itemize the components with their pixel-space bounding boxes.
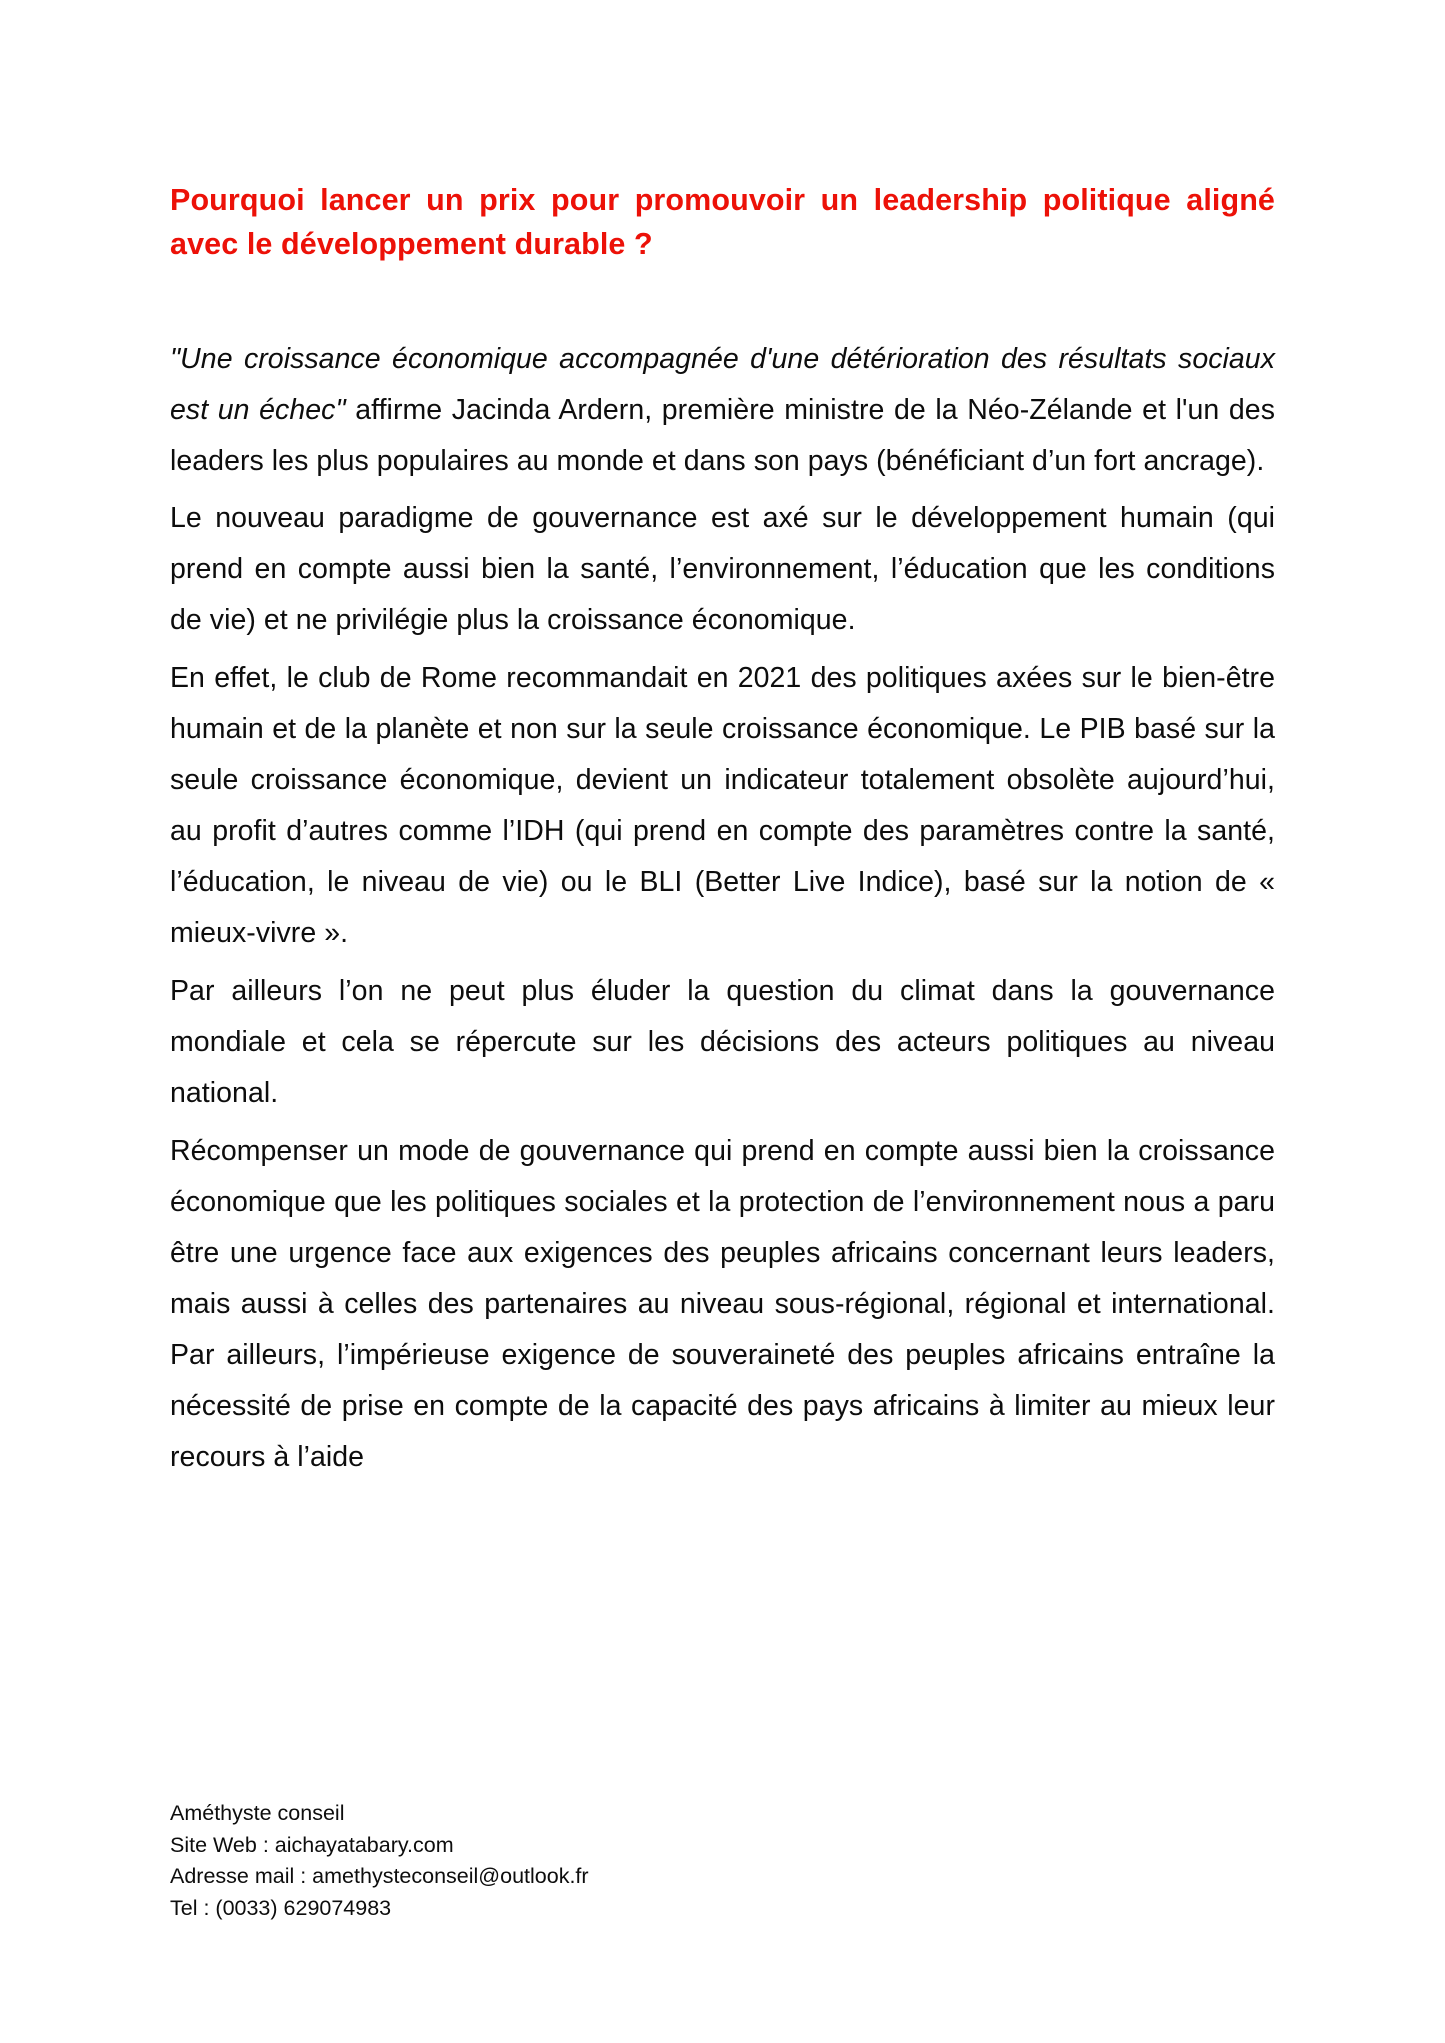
footer-website: Site Web : aichayatabary.com — [170, 1832, 454, 1857]
page-footer — [170, 1798, 1070, 1924]
footer-phone: Tel : (0033) 629074983 — [170, 1895, 392, 1920]
document-body — [170, 334, 1275, 1483]
footer-email: Adresse mail : amethysteconseil@outlook.fr — [170, 1864, 589, 1888]
paragraph-club-de-rome: En effet, le club de Rome recommandait en 2021 des politiques axées sur le bien-être humain et de la planète et non sur la seule croissance économique. Le PIB basé sur la seule croissance économique, devient un indicateur totalement obsolète aujourd’hui, au profit d’autres comme l’IDH (qui prend en compte des paramètres contre la santé, l’éducation, le niveau de vie) ou le BLI (Better Live Indice), basé sur la notion de « mieux-vivre ». — [170, 662, 1275, 949]
paragraph-paradigme: Le nouveau paradigme de gouvernance est axé sur le développement humain (qui prend en compte aussi bien la santé, l’environnement, l’éducation que les conditions de vie) et ne privilégie plus la croissance économique. — [170, 502, 1275, 636]
paragraph-recompenser: Récompenser un mode de gouvernance qui prend en compte aussi bien la croissance économique que les politiques sociales et la protection de l’environnement nous a paru être une urgence face aux exigences des peuples africains concernant leurs leaders, mais aussi à celles des partenaires au niveau sous-régional, régional et international. Par ailleurs, l’impérieuse exigence de souveraineté des peuples africains entraîne la nécessité de prise en compte de la capacité des pays africains à limiter au mieux leur recours à l’aide — [170, 1135, 1275, 1473]
page-title: Pourquoi lancer un prix pour promouvoir un leadership politique aligné avec le développement durable ? — [170, 183, 1275, 261]
quote-attribution: affirme Jacinda Ardern, première ministre de la Néo-Zélande et l'un des leaders les plus populaires au monde et dans son pays (bénéficiant d’un fort ancrage). — [170, 394, 1276, 477]
document-content — [170, 0, 1275, 1490]
quote-text: "Une croissance économique accompagnée d'une détérioration des résultats sociaux est un échec" — [170, 343, 1275, 426]
footer-company: Améthyste conseil — [170, 1801, 345, 1825]
paragraph-quote — [170, 334, 1275, 487]
paragraph-climat: Par ailleurs l’on ne peut plus éluder la question du climat dans la gouvernance mondiale et cela se répercute sur les décisions des acteurs politiques au niveau national. — [170, 975, 1275, 1109]
